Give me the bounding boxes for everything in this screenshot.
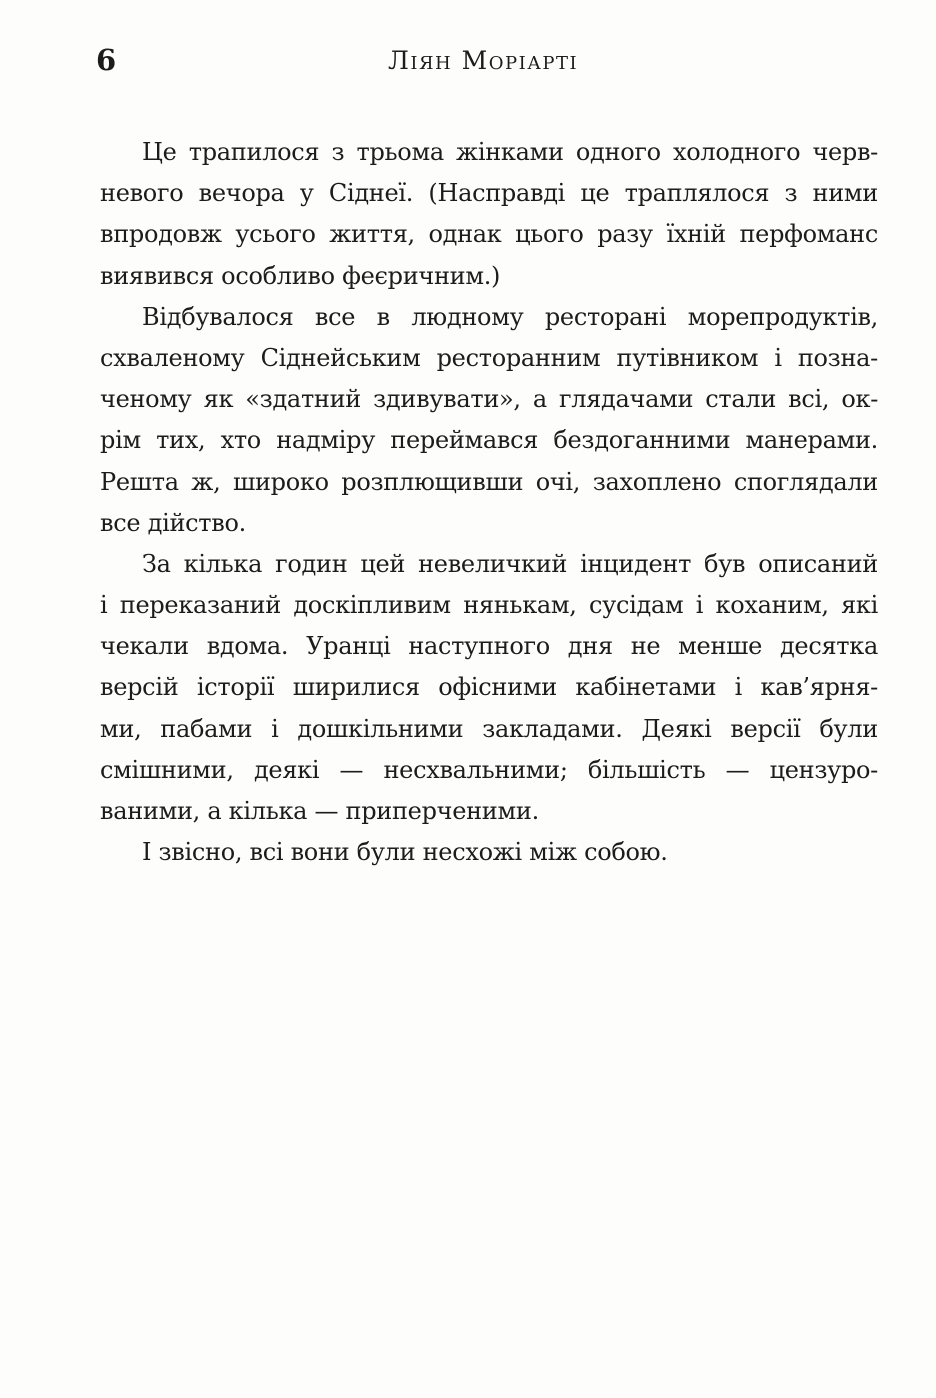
text-line: і переказаний доскіпливим нянькам, сусідам і коханим, які [100, 591, 878, 620]
paragraph [100, 132, 878, 297]
text-line: смішними, деякі — несхвальними; більшість — цензуро- [100, 755, 878, 784]
text-line: невого вечора у Сіднеї. (Насправді це траплялося з ними [100, 179, 878, 208]
text-line: Це трапилося з трьома жінками одного холодного черв- [142, 138, 878, 166]
text-line: Відбувалося все в людному ресторані морепродуктів, [142, 302, 878, 331]
text-line: рім тих, хто надміру переймався бездоганними манерами. [100, 426, 878, 455]
text-line: все дійство. [100, 508, 246, 537]
text-line: Решта ж, широко розплющивши очі, захоплено споглядали [100, 467, 878, 496]
text-line: версій історії ширилися офісними кабінетами і кав’ярня- [100, 673, 878, 702]
text-line: За кілька годин цей невеличкий інцидент був описаний [142, 549, 878, 578]
page-number: 6 [96, 43, 117, 77]
body-text [100, 132, 878, 873]
paragraph [100, 297, 878, 544]
paragraph [100, 832, 878, 873]
text-line: ченому як «здатний здивувати», а глядачами стали всі, ок- [100, 385, 878, 414]
text-line: впродовж усього життя, однак цього разу їхній перфоманс [100, 220, 878, 249]
text-line: схваленому Сіднейським ресторанним путівником і позна- [100, 343, 878, 372]
paragraph [100, 544, 878, 832]
text-line: виявився особливо феєричним.) [100, 261, 501, 290]
text-line: ваними, а кілька — приперченими. [100, 797, 539, 825]
text-line: ми, пабами і дошкільними закладами. Деякі версії були [100, 714, 878, 743]
running-head-author: Ліян Моріарті [388, 46, 579, 75]
text-line: чекали вдома. Уранці наступного дня не менше десятка [100, 632, 878, 661]
text-line: І звісно, всі вони були несхожі між собою. [142, 838, 668, 867]
